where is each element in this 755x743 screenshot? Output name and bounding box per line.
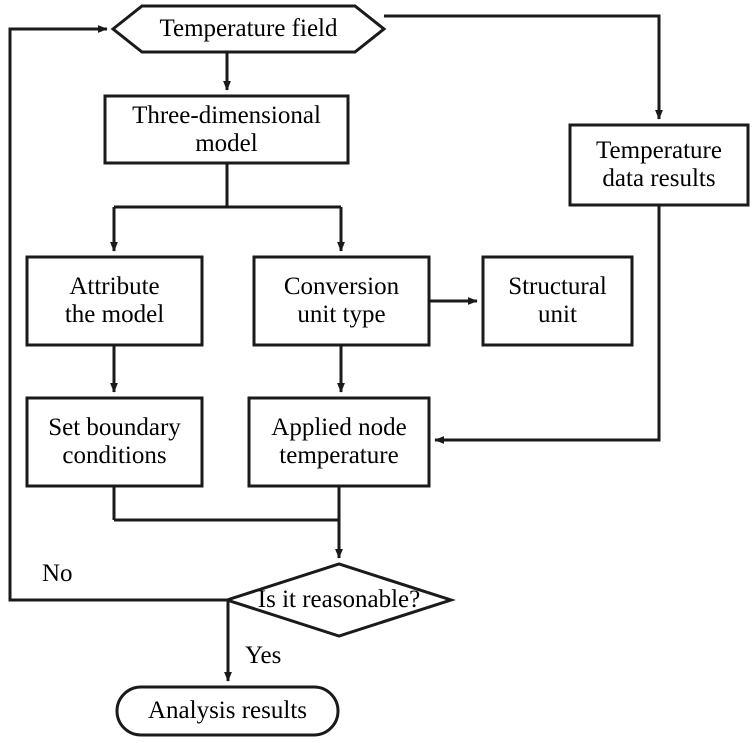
label-temperature-field: Temperature field — [159, 15, 338, 42]
node-conversion-unit-type — [254, 257, 429, 345]
node-three-dimensional-model — [105, 96, 348, 163]
label-set-boundary-conditions: Set boundary conditions — [48, 414, 181, 469]
label-structural-unit: Structural unit — [508, 273, 607, 328]
node-temperature-data-results — [570, 125, 748, 205]
node-analysis-results — [117, 687, 338, 735]
node-temperature-field — [113, 6, 384, 52]
label-temperature-data-results: Temperature data results — [596, 137, 722, 192]
edge-label-no: No — [42, 560, 73, 587]
label-attribute-the-model: Attribute the model — [64, 273, 165, 328]
node-attribute-the-model — [27, 257, 202, 345]
node-applied-node-temperature — [249, 398, 429, 486]
label-conversion-unit-type: Conversion unit type — [283, 273, 400, 328]
label-applied-node-temperature: Applied node temperature — [271, 414, 407, 469]
edge-3d-model-bus — [114, 163, 341, 207]
node-is-it-reasonable — [227, 564, 451, 636]
label-is-it-reasonable: Is it reasonable? — [257, 586, 421, 613]
node-set-boundary-conditions — [27, 398, 202, 486]
edge-merge-to-decision — [114, 486, 339, 558]
node-structural-unit — [483, 257, 632, 345]
edge-label-yes: Yes — [245, 642, 282, 669]
edge-temp-field-to-temp-data — [384, 16, 659, 119]
label-analysis-results: Analysis results — [147, 697, 308, 724]
label-three-dimensional-model: Three-dimensional model — [132, 101, 321, 157]
